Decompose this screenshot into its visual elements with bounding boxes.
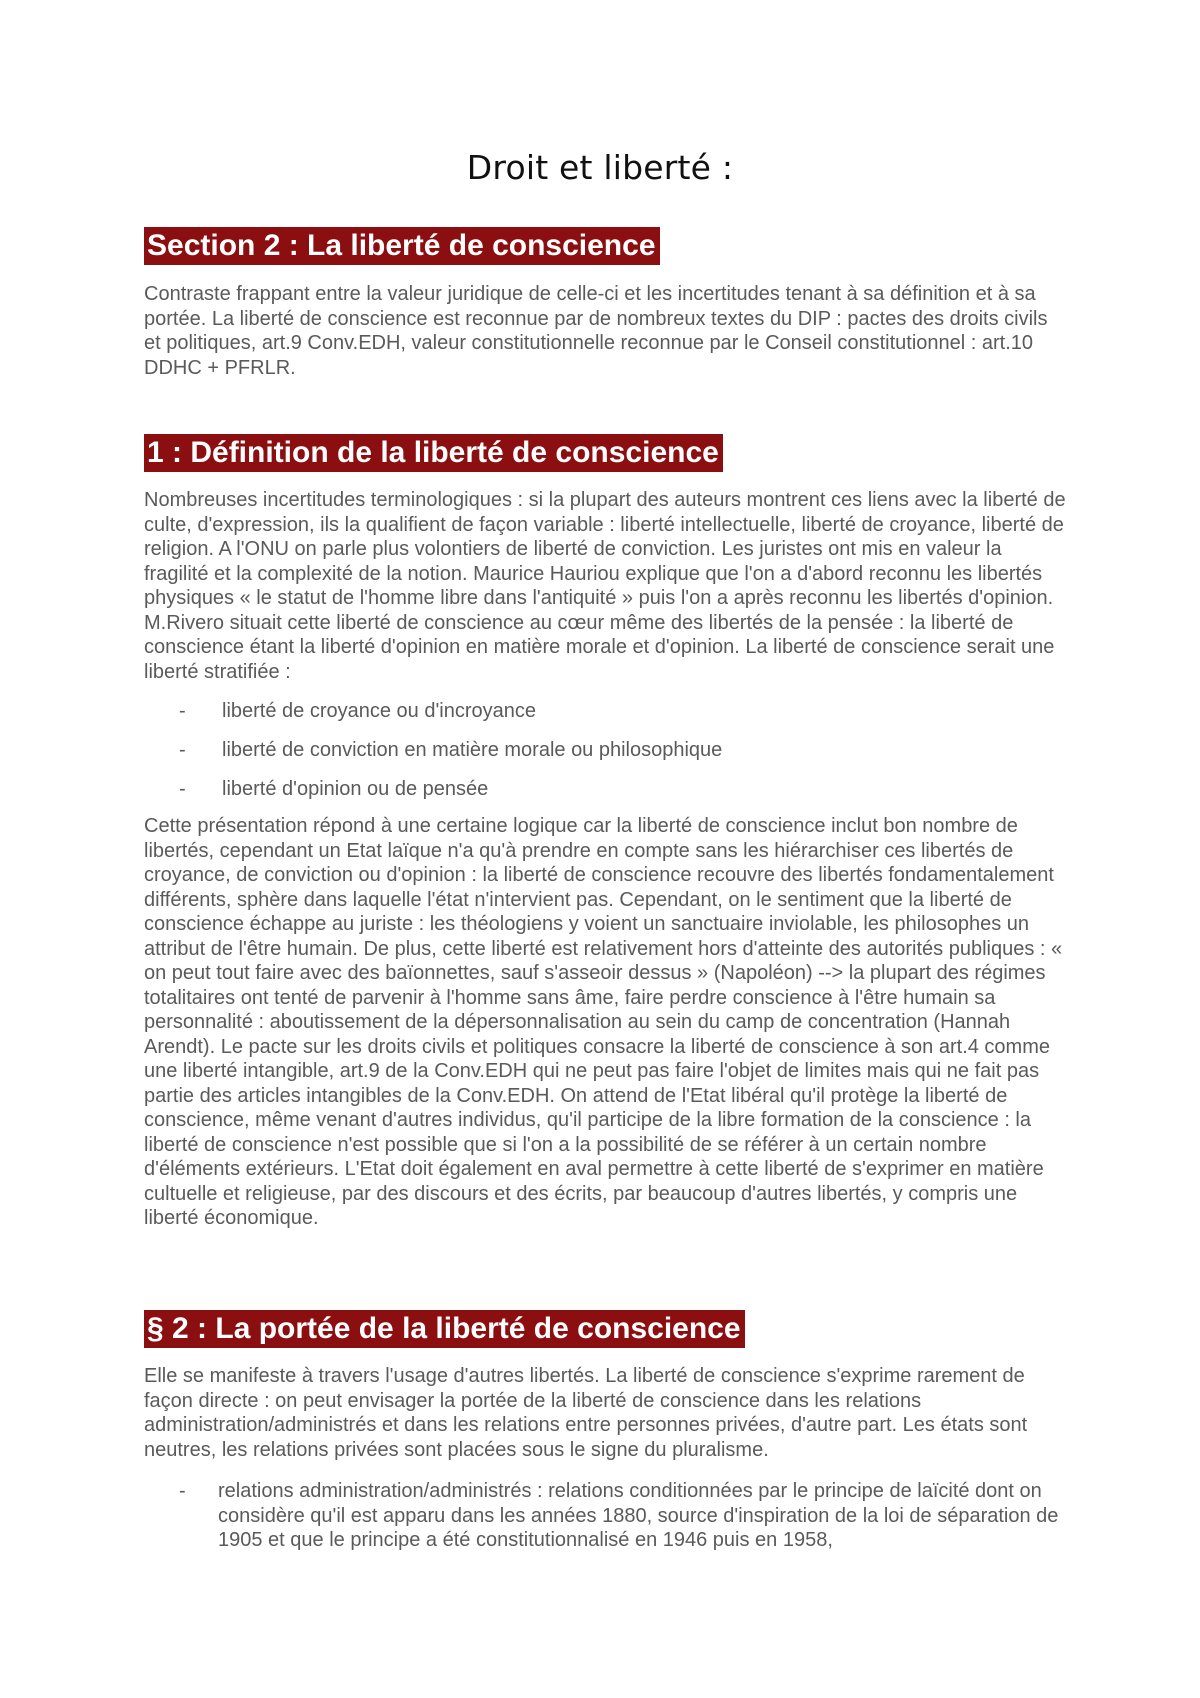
list-item: - liberté de conviction en matière morale ou philosophique xyxy=(179,739,723,761)
part1-paragraph-1: Nombreuses incertitudes terminologiques : si la plupart des auteurs montrent ces liens avec la liberté de culte, d'expression, ils la qualifient de façon variable : liberté intellectuelle, liberté de croyance, liberté de religion. A l'ONU on parle plus volontiers de liberté de conviction. Les juristes ont mis en valeur la fragilité et la complexité de la notion. Maurice Hauriou explique que l'on a d'abord reconnu les libertés physiques « le statut de l'homme libre dans l'antiquité » puis l'on a après reconnu les libertés d'opinion. M.Rivero situait cette liberté de conscience au cœur même des libertés de la pensée : la liberté de conscience étant la liberté d'opinion en matière morale et d'opinion. La liberté de conscience serait une liberté stratifiée : xyxy=(144,489,1066,683)
section-intro-paragraph: Contraste frappant entre la valeur juridique de celle-ci et les incertitudes tenant à sa définition et à sa portée. La liberté de conscience est reconnue par de nombreux textes du DIP : pactes des droits civils et politiques, art.9 Conv.EDH, valeur constitutionnelle reconnue par le Conseil constitutionnel : art.10 DDHC + PFRLR. xyxy=(144,283,1048,379)
part1-paragraph-2: Cette présentation répond à une certaine logique car la liberté de conscience inclut bon nombre de libertés, cependant un Etat laïque n'a qu'à prendre en compte sans les hiérarchiser ces libertés de croyance, de conviction ou d'opinion : la liberté de conscience recouvre des libertés fondamentalement différents, sphère dans laquelle l'état n'intervient pas. Cependant, on le sentiment que la liberté de conscience échappe au juriste : les théologiens y voient un sanctuaire inviolable, les philosophes un attribut de l'être humain. De plus, cette liberté est relativement hors d'atteinte des autorités publiques : « on peut tout faire avec des baïonnettes, sauf s'asseoir dessus » (Napoléon) --> la plupart des régimes totalitaires ont tenté de parvenir à l'homme sans âme, faire perdre conscience à l'être humain sa personnalité : aboutissement de la dépersonnalisation au sein du camp de concentration (Hannah Arendt). Le pacte sur les droits civils et politiques consacre la liberté de conscience à son art.4 comme une liberté intangible, art.9 de la Conv.EDH qui ne peut pas faire l'objet de limites mais qui ne fait pas partie des articles intangibles de la Conv.EDH. On attend de l'Etat libéral qu'il protège la liberté de conscience, même venant d'autres individus, qu'il participe de la libre formation de la conscience : la liberté de conscience n'est possible que si l'on a la possibilité de se référer à un certain nombre d'éléments extérieurs. L'Etat doit également en aval permettre à cette liberté de s'exprimer en matière cultuelle et religieuse, par des discours et des écrits, par beaucoup d'autres libertés, y compris une liberté économique. xyxy=(144,815,1063,1229)
bullet-dash: - xyxy=(179,778,186,800)
bullet-dash: - xyxy=(179,739,186,761)
part2-bullet-list xyxy=(144,1479,1068,1553)
list-item: - liberté d'opinion ou de pensée xyxy=(179,778,489,800)
list-item: - liberté de croyance ou d'incroyance xyxy=(179,700,537,722)
part2-heading: § 2 : La portée de la liberté de conscience xyxy=(144,1310,745,1348)
part1-heading: 1 : Définition de la liberté de conscience xyxy=(144,434,723,472)
section-heading: Section 2 : La liberté de conscience xyxy=(144,227,660,265)
list-item: - relations administration/administrés : relations conditionnées par le principe de laïcité dont on considère qu'il est apparu dans les années 1880, source d'inspiration de la loi de séparation de 1905 et que le principe a été constitutionnalisé en 1946 puis en 1958, xyxy=(179,1480,1059,1551)
part1-bullet-list xyxy=(144,699,1068,816)
bullet-dash: - xyxy=(179,700,186,722)
part2-paragraph-1: Elle se manifeste à travers l'usage d'autres libertés. La liberté de conscience s'exprime rarement de façon directe : on peut envisager la portée de la liberté de conscience dans les relations administration/administrés et dans les relations entre personnes privées, d'autre part. Les états sont neutres, les relations privées sont placées sous le signe du pluralisme. xyxy=(144,1365,1028,1461)
document-title: Droit et liberté : xyxy=(466,148,734,187)
bullet-dash: - xyxy=(179,1480,186,1502)
